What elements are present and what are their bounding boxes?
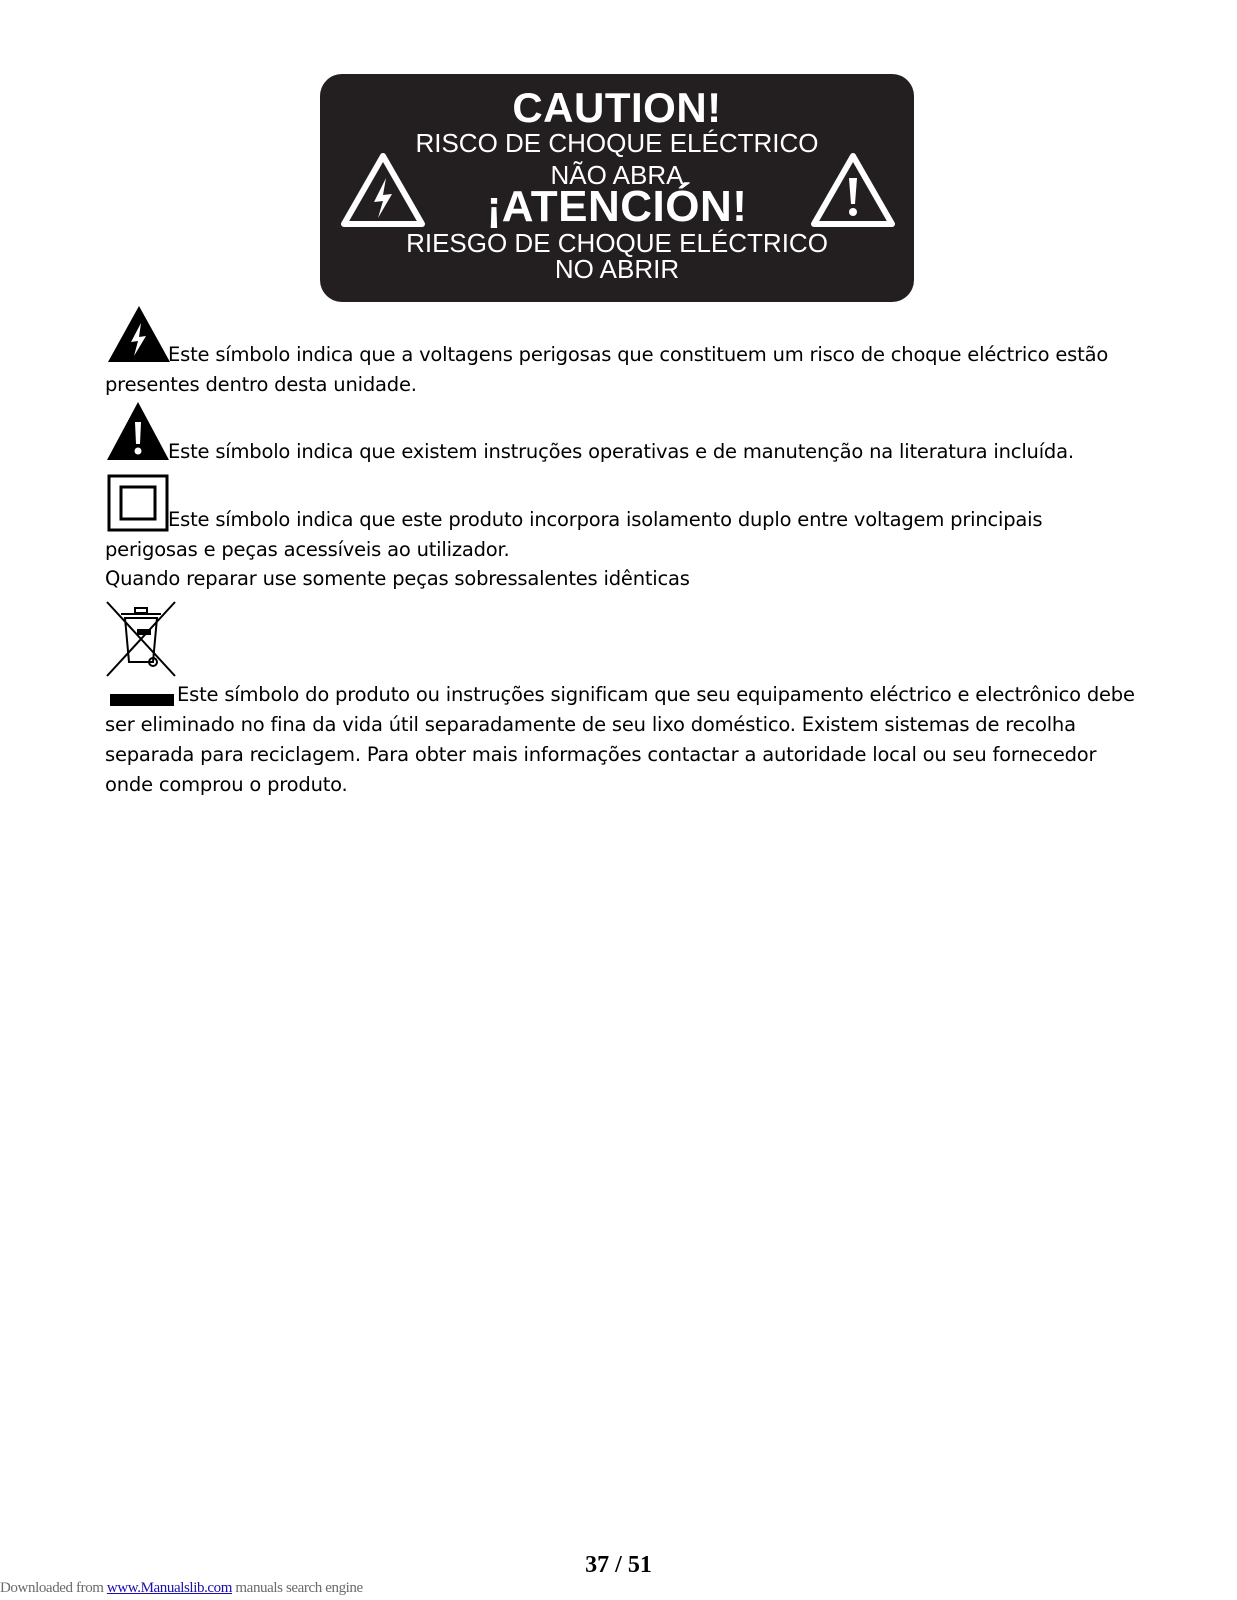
caution-line-1: RISCO DE CHOQUE ELÉCTRICO — [415, 128, 819, 158]
footer-suffix: manuals search engine — [232, 1580, 363, 1596]
symbol-4-text: Este símbolo do produto ou instruções significam que seu equipamento eléctrico e electrônico debe ser eliminado no fina da vida útil separadamente de seu lixo doméstico. Existem sistemas de recolha separada para reciclagem. Para obter mais informações contactar a autoridade local ou seu fornecedor onde comprou o produto. — [105, 683, 1135, 796]
page-number: 37 / 51 — [585, 1552, 652, 1578]
footer-prefix: Downloaded from — [0, 1580, 107, 1596]
caution-label — [320, 74, 914, 302]
atencion-title: ¡ATENCIÓN! — [486, 182, 748, 231]
caution-line-3: RIESGO DE CHOQUE ELÉCTRICO — [406, 228, 828, 258]
symbol-3-text: Este símbolo indica que este produto incorpora isolamento duplo entre voltagem principais perigosas e peças acessíveis ao utilizador. — [105, 508, 1043, 561]
symbol-3-note: Quando reparar use somente peças sobressalentes idênticas — [105, 567, 690, 590]
caution-line-2: NÃO ABRA — [550, 160, 684, 190]
symbol-2-text: Este símbolo indica que existem instruções operativas e de manutenção na literatura incluída. — [168, 440, 1074, 463]
symbol-1-text: Este símbolo indica que a voltagens perigosas que constituem um risco de choque eléctrico estão presentes dentro desta unidade. — [105, 343, 1109, 396]
caution-title: CAUTION! — [512, 84, 722, 131]
manualslib-link[interactable]: www.Manualslib.com — [106, 1580, 233, 1596]
caution-line-4: NO ABRIR — [554, 254, 680, 284]
footer — [0, 1580, 363, 1597]
